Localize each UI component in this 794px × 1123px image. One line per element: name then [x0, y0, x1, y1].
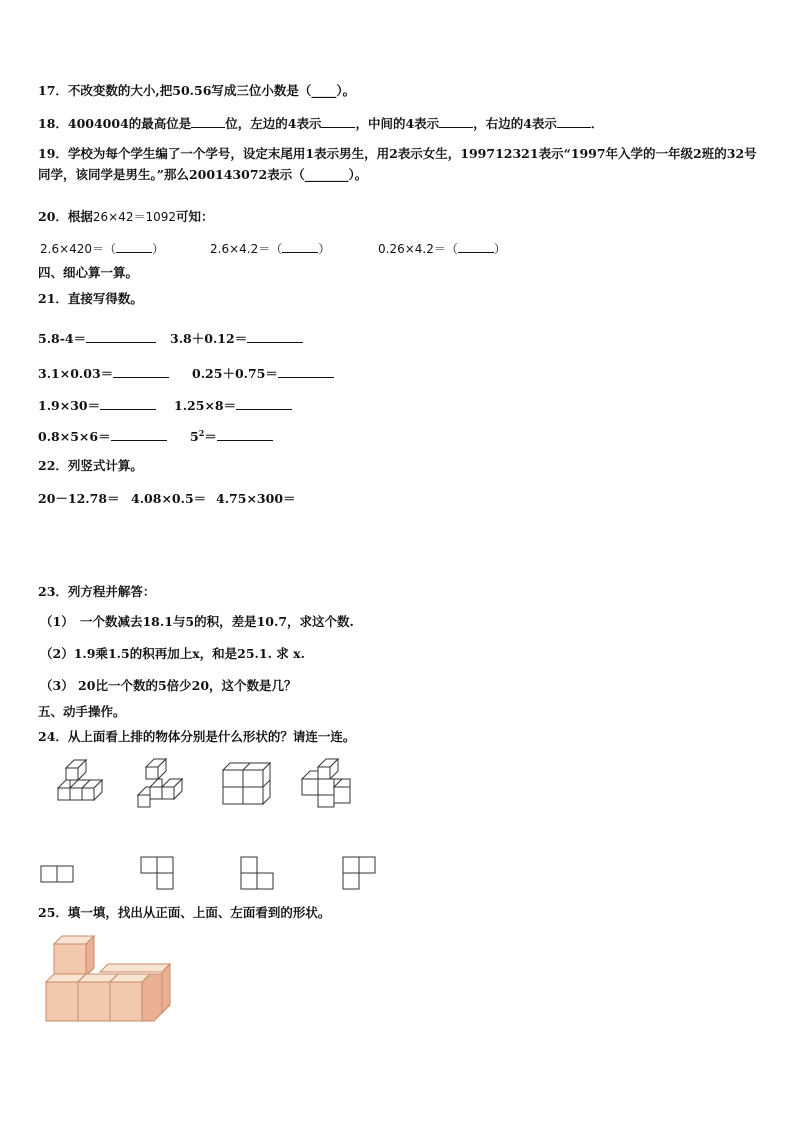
q21-blank-6: [236, 397, 292, 410]
q17-blank: ____: [311, 83, 337, 98]
q20-close-1: ）: [152, 242, 165, 256]
q19-blank: _______: [304, 167, 349, 182]
q21-item-8-base: 5: [190, 429, 199, 444]
q21-item-2-text: 3.8＋0.12＝: [170, 331, 248, 346]
q19-end: ）。: [348, 167, 368, 182]
q20-blank-3: [458, 240, 494, 253]
q24-shape-2: [141, 857, 173, 889]
q21-item-7: [38, 427, 167, 445]
q25-back-side: [162, 964, 170, 1013]
q21-item-8: [190, 427, 273, 445]
q24-title: 24．从上面看上排的物体分别是什么形状的？请连一连。: [38, 729, 356, 744]
q24-shapes: [0, 855, 794, 895]
q17-end: ）。: [336, 83, 356, 98]
section-5-heading: 五、动手操作。: [38, 704, 126, 719]
question-18: [38, 115, 603, 132]
q21-item-8-exponent: 2: [198, 427, 205, 438]
q20-text2: 可知：: [176, 209, 214, 224]
q21-item-3: [38, 364, 169, 382]
q22-title: 22．列竖式计算。: [38, 458, 143, 473]
q20-close-3: ）: [493, 242, 506, 256]
q24-object-4: [302, 759, 350, 807]
q20-blank-2: [282, 240, 318, 253]
q21-blank-3: [113, 365, 169, 378]
question-17: [38, 83, 355, 99]
q21-item-4: [192, 364, 334, 382]
q25-back-top: [100, 964, 170, 972]
q23-item-3: （3） 20比一个数的5倍少20，这个数是几？: [40, 678, 297, 693]
q21-item-6-text: 1.25×8＝: [174, 398, 237, 413]
q23-title: 23．列方程并解答：: [38, 584, 156, 599]
q20-item-2-text: 2.6×4.2＝（: [210, 242, 283, 256]
q18-part5: ．: [590, 116, 604, 131]
q25-cube-figure: [40, 930, 220, 1030]
q25-cube-front-3: [110, 982, 142, 1021]
q21-item-2: [170, 329, 303, 347]
q21-blank-5: [100, 397, 156, 410]
q25-cube-top: [54, 944, 86, 976]
q20-formula: 26×42＝1092: [92, 210, 177, 224]
q21-item-6: [174, 396, 292, 414]
q20-item-2: [210, 240, 330, 257]
q25-front-side: [142, 974, 162, 1021]
q20-text: 20．根据: [38, 209, 93, 224]
q24-shape-1: [41, 866, 73, 882]
q18-part4: ，右边的4表示: [473, 116, 557, 131]
q21-title: 21．直接写得数。: [38, 291, 143, 306]
q21-blank-7: [111, 428, 167, 441]
q21-blank-2: [247, 330, 303, 343]
q21-item-4-text: 0.25＋0.75＝: [192, 366, 278, 381]
q21-item-3-text: 3.1×0.03＝: [38, 366, 114, 381]
q22-item-1: 20－12.78＝: [38, 491, 120, 506]
q18-blank-2: [321, 115, 355, 128]
question-20: [38, 209, 214, 225]
q17-text: 17．不改变数的大小,把50.56写成三位小数是（: [38, 83, 312, 98]
q20-item-3-text: 0.26×4.2＝（: [378, 242, 458, 256]
q18-blank-3: [439, 115, 473, 128]
q24-shape-4: [343, 857, 375, 889]
section-4-heading: 四、细心算一算。: [38, 265, 139, 280]
q23-item-1: （1） 一个数减去18.1与5的积，差是10.7，求这个数.: [40, 614, 354, 629]
q19-text: 19．学校为每个学生编了一个学号，设定末尾用1表示男生，用2表示女生，199712321表示“1997年入学的一年级2班的32号同学，该同学是男生。”那么200143072表示（: [38, 146, 757, 182]
q21-item-5-text: 1.9×30＝: [38, 398, 101, 413]
q23-item-2: （2）1.9乘1.5的积再加上x，和是25.1. 求 x.: [40, 646, 305, 661]
q18-part1: 18．4004004的最高位是: [38, 116, 192, 131]
q21-blank-8: [217, 428, 273, 441]
q18-blank-4: [557, 115, 591, 128]
q18-part3: ，中间的4表示: [355, 116, 440, 131]
q20-close-2: ）: [318, 242, 331, 256]
q24-object-3: [223, 763, 270, 804]
q21-item-1-text: 5.8-4＝: [38, 331, 87, 346]
q22-item-2: 4.08×0.5＝: [131, 491, 207, 506]
q20-item-1-text: 2.6×420＝（: [40, 242, 117, 256]
q24-shape-3: [241, 857, 273, 889]
q21-blank-1: [86, 330, 156, 343]
q21-item-7-text: 0.8×5×6＝: [38, 429, 111, 444]
q21-item-5: [38, 396, 156, 414]
q25-cube-front-1: [46, 982, 78, 1021]
question-19: [38, 143, 763, 185]
q21-item-8-equals: ＝: [204, 429, 217, 444]
q25-cube-front-2: [78, 982, 110, 1021]
q22-item-3: 4.75×300＝: [216, 491, 296, 506]
q21-item-1: [38, 329, 156, 347]
q24-object-1: [58, 760, 102, 800]
q21-blank-4: [278, 365, 334, 378]
q18-blank-1: [191, 115, 225, 128]
q25-title: 25．填一填，找出从正面、上面、左面看到的形状。: [38, 905, 331, 920]
q18-part2: 位，左边的4表示: [225, 116, 322, 131]
q20-blank-1: [116, 240, 152, 253]
q24-object-2: [138, 759, 182, 807]
q20-item-1: [40, 240, 164, 257]
q20-item-3: [378, 240, 506, 257]
